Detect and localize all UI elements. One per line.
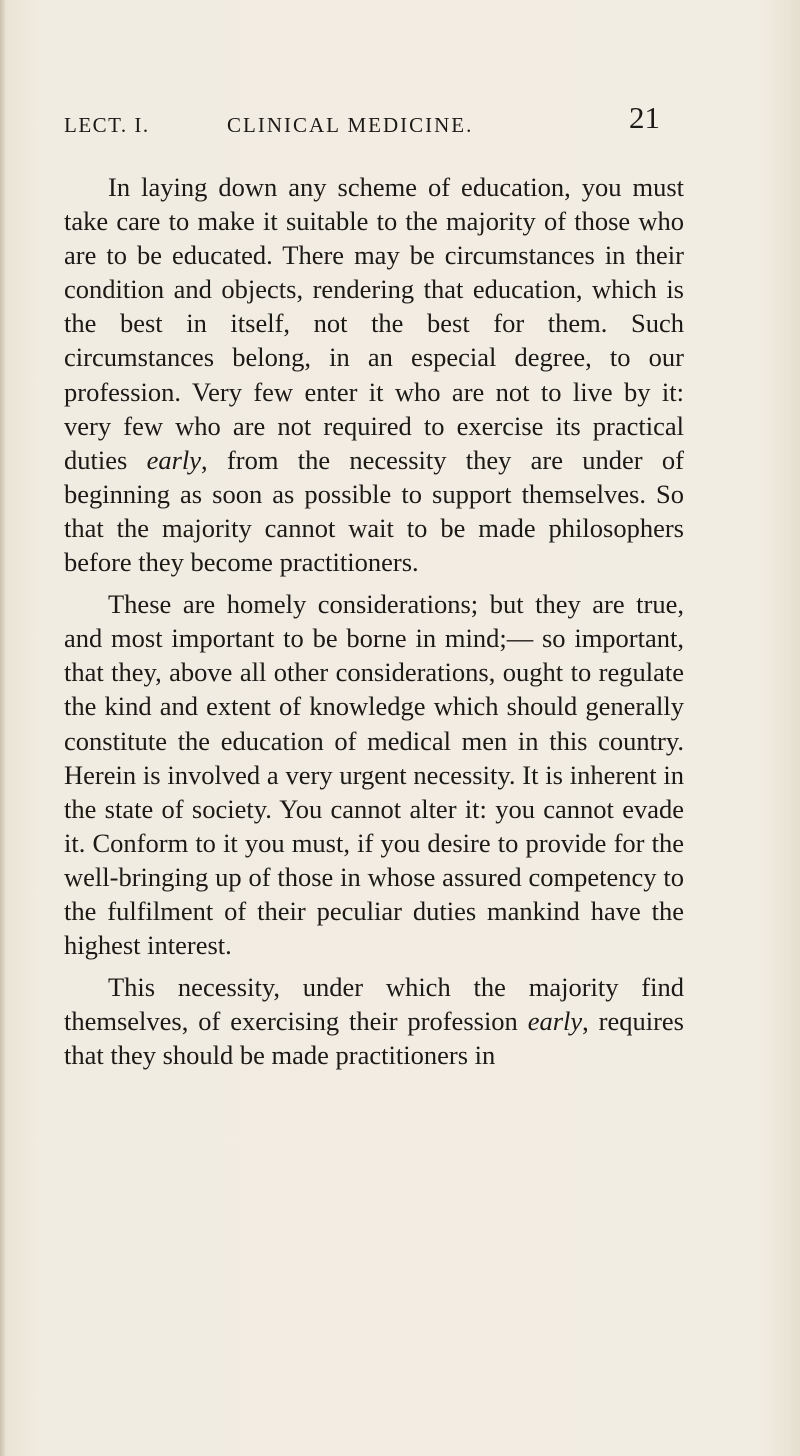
paragraph-text: , from the necessity they are under of beginning as soon as possible to support themselves. So that the majority cannot wait to be made philosophers before they become practitioners. [64, 444, 684, 578]
lecture-number: LECT. I. [64, 113, 150, 137]
paragraph-2 [64, 587, 684, 962]
paragraph-text: This necessity, under which the majority find themselves, of exercising their profession [64, 972, 684, 1037]
paragraph-text: These are homely considerations; but they are true, and most important to be borne in mind;— so important, that they, above all other considerations, ought to regulate the kind and extent of knowledge which should generally constitute the education of medical men in this country. Herein is involved a very urgent necessity. It is inherent in the state of society. You cannot alter it: you cannot evade it. Conform to it you must, if you desire to provide for the well-bringing up of those in whose assured competency to the fulfilment of their peculiar duties mankind have the highest interest. [64, 589, 684, 961]
italic-word: early [527, 1006, 583, 1037]
italic-word: early [146, 444, 202, 475]
body-text [64, 170, 684, 1072]
paragraph-text: In laying down any scheme of education, you must take care to make it suitable to the majority of those who are to be educated. There may be circumstances in their condition and objects, rendering that education, which is the best in itself, not the best for them. Such circumstances belong, in an especial degree, to our profession. Very few enter it who are not to live by it: very few who are not required to exercise its practical duties [64, 172, 684, 475]
paragraph-3 [64, 970, 684, 1072]
page-gutter-edge [0, 0, 6, 1456]
paragraph-text: , requires that they should be made practitioners in [64, 1006, 684, 1071]
running-title: CLINICAL MEDICINE. [227, 113, 474, 137]
running-head [64, 100, 660, 150]
page-number: 21 [629, 100, 660, 135]
paragraph-1 [64, 170, 684, 579]
